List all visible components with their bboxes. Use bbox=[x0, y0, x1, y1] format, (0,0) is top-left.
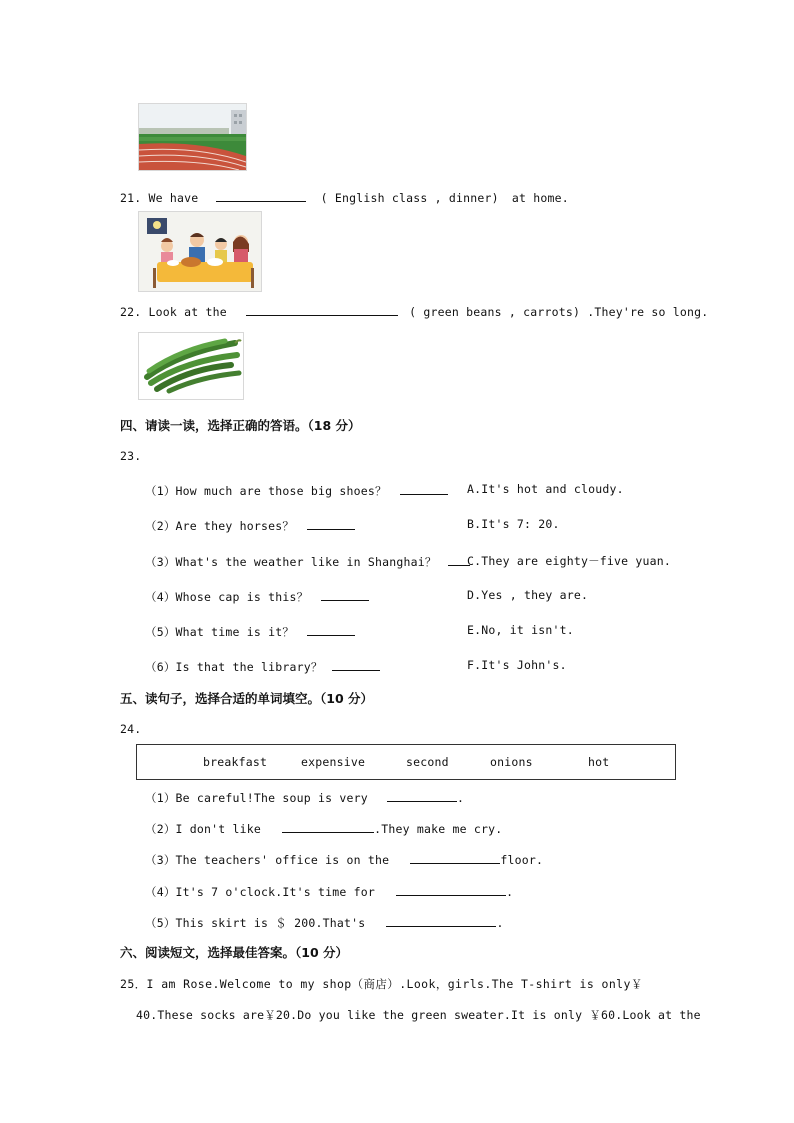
question-prefix: Look at the bbox=[148, 305, 227, 319]
word-bank-item: breakfast bbox=[203, 755, 268, 769]
sentence-end: . bbox=[506, 885, 514, 899]
sentence-text: （1）Be careful!The soup is very bbox=[145, 791, 368, 805]
question-23-number: 23. bbox=[120, 449, 142, 463]
answer-blank[interactable] bbox=[386, 914, 496, 927]
match-answer-f: F.It's John's. bbox=[467, 658, 567, 672]
word-bank-item: expensive bbox=[301, 755, 366, 769]
fill-sentence-3 bbox=[145, 851, 543, 868]
reading-passage-line-1: 25．I am Rose.Welcome to my shop（商店）.Look，girls.The T-shirt is only￥ bbox=[120, 977, 643, 991]
sentence-text: （2）I don't like bbox=[145, 822, 262, 836]
answer-blank[interactable] bbox=[387, 789, 457, 802]
match-question-3 bbox=[145, 553, 470, 570]
answer-blank[interactable] bbox=[307, 517, 355, 530]
answer-blank[interactable] bbox=[321, 588, 369, 601]
fill-sentence-5 bbox=[145, 914, 504, 931]
section-4-heading: 四、请读一读，选择正确的答语。（18 分） bbox=[120, 418, 361, 433]
match-answer-d: D.Yes , they are. bbox=[467, 588, 589, 602]
question-text: （3）What's the weather like in Shanghai？ bbox=[145, 555, 437, 569]
question-number: 22. bbox=[120, 305, 142, 319]
sentence-end: floor. bbox=[500, 853, 544, 867]
match-question-5 bbox=[145, 623, 355, 640]
sentence-text: （5）This skirt is ＄ 200.That's bbox=[145, 916, 366, 930]
fill-sentence-4 bbox=[145, 883, 513, 900]
question-prefix: We have bbox=[148, 191, 199, 205]
sentence-end: .They make me cry. bbox=[374, 822, 503, 836]
options-text: ( green beans , carrots) .They're so long. bbox=[409, 305, 709, 319]
fill-sentence-2 bbox=[145, 820, 502, 837]
match-answer-a: A.It's hot and cloudy. bbox=[467, 482, 624, 496]
family-dinner-image bbox=[138, 211, 262, 292]
question-suffix: at home. bbox=[511, 191, 569, 205]
fill-sentence-1 bbox=[145, 789, 464, 806]
answer-blank[interactable] bbox=[396, 883, 506, 896]
question-22 bbox=[120, 303, 708, 319]
question-text: （1）How much are those big shoes？ bbox=[145, 484, 387, 498]
match-answer-e: E.No, it isn't. bbox=[467, 623, 574, 637]
match-answer-c: C.They are eighty－five yuan. bbox=[467, 554, 672, 568]
question-text: （2）Are they horses？ bbox=[145, 519, 295, 533]
word-bank-item: onions bbox=[490, 755, 533, 769]
match-question-2 bbox=[145, 517, 355, 534]
reading-passage-line-2: 40.These socks are￥20.Do you like the green sweater.It is only ￥60.Look at the bbox=[136, 1008, 701, 1022]
answer-blank[interactable] bbox=[332, 658, 380, 671]
word-bank-item: second bbox=[406, 755, 449, 769]
question-number: 21. bbox=[120, 191, 142, 205]
answer-blank[interactable] bbox=[246, 303, 398, 316]
section-5-heading: 五、读句子，选择合适的单词填空。（10 分） bbox=[120, 691, 373, 706]
sentence-text: （3）The teachers' office is on the bbox=[145, 853, 390, 867]
playground-image bbox=[138, 103, 247, 171]
word-bank bbox=[136, 744, 676, 780]
sentence-end: . bbox=[496, 916, 504, 930]
section-6-heading: 六、阅读短文，选择最佳答案。（10 分） bbox=[120, 945, 348, 960]
answer-blank[interactable] bbox=[400, 482, 448, 495]
answer-blank[interactable] bbox=[307, 623, 355, 636]
sentence-text: （4）It's 7 o'clock.It's time for bbox=[145, 885, 375, 899]
options-text: ( English class , dinner) bbox=[320, 191, 499, 205]
question-21 bbox=[120, 189, 569, 205]
match-question-6 bbox=[145, 658, 380, 675]
question-text: （6）Is that the library？ bbox=[145, 660, 323, 674]
match-question-4 bbox=[145, 588, 369, 605]
question-text: （4）Whose cap is this？ bbox=[145, 590, 309, 604]
match-question-1 bbox=[145, 482, 448, 499]
match-answer-b: B.It's 7: 20. bbox=[467, 517, 560, 531]
sentence-end: . bbox=[457, 791, 465, 805]
question-24-number: 24. bbox=[120, 722, 142, 736]
answer-blank[interactable] bbox=[216, 189, 306, 202]
answer-blank[interactable] bbox=[282, 820, 374, 833]
word-bank-item: hot bbox=[588, 755, 610, 769]
answer-blank[interactable] bbox=[410, 851, 500, 864]
question-text: （5）What time is it？ bbox=[145, 625, 295, 639]
green-beans-image bbox=[138, 332, 244, 400]
